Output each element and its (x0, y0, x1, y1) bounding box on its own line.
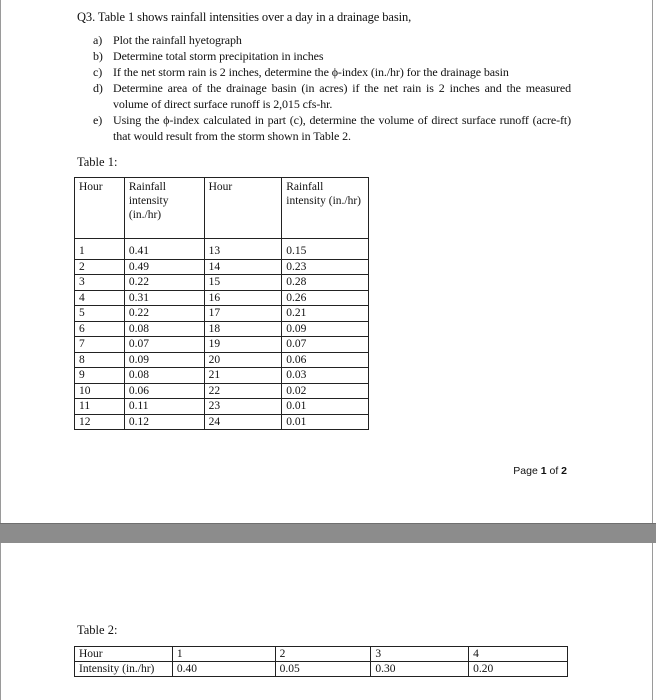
table-cell: 0.12 (124, 414, 204, 430)
question-heading: Q3. Table 1 shows rainfall intensities over a day in a drainage basin, (77, 10, 412, 24)
part-text: Determine total storm precipitation in inches (113, 49, 324, 63)
table-cell: 0.40 (172, 662, 275, 677)
table-cell: 0.08 (124, 368, 204, 384)
page-number-middle: of (546, 465, 562, 477)
table-cell: 0.22 (124, 306, 204, 322)
table-row (75, 414, 369, 430)
table-row (75, 647, 568, 662)
table-cell: 0.06 (282, 352, 369, 368)
column-header: Rainfall intensity (in./hr) (124, 178, 204, 239)
table-cell: 0.09 (124, 352, 204, 368)
question-part (93, 64, 571, 80)
table-cell: 19 (204, 337, 282, 353)
table-cell: 0.21 (282, 306, 369, 322)
table-cell: 7 (75, 337, 125, 353)
table-cell: 24 (204, 414, 282, 430)
table-cell: 0.01 (282, 399, 369, 415)
table-cell: 18 (204, 321, 282, 337)
table-cell: 6 (75, 321, 125, 337)
table-cell: 8 (75, 352, 125, 368)
table-cell: 0.05 (275, 662, 371, 677)
question-part (93, 80, 571, 112)
part-text: Plot the rainfall hyetograph (113, 33, 242, 47)
table-cell: 4 (469, 647, 568, 662)
table-cell: 1 (75, 239, 125, 260)
page-edge-left (0, 0, 1, 700)
table-cell: 4 (75, 290, 125, 306)
storm-table (74, 646, 568, 677)
table-cell: 0.01 (282, 414, 369, 430)
page-separator (0, 523, 656, 543)
question-part (93, 112, 571, 144)
table-cell: 2 (75, 259, 125, 275)
table-cell: 0.41 (124, 239, 204, 260)
table-row (75, 662, 568, 677)
table-cell: Hour (75, 647, 173, 662)
table-cell: 0.07 (282, 337, 369, 353)
table-cell: 17 (204, 306, 282, 322)
table-cell: 23 (204, 399, 282, 415)
question-parts-list (77, 32, 571, 144)
table-row (75, 239, 369, 260)
table-cell: 0.09 (282, 321, 369, 337)
table-cell: 13 (204, 239, 282, 260)
table-cell: 0.15 (282, 239, 369, 260)
table-row (75, 259, 369, 275)
table-cell: 11 (75, 399, 125, 415)
page-current: 1 (540, 465, 547, 477)
table-row (75, 337, 369, 353)
page-edge-right (652, 0, 653, 700)
table-cell: 3 (371, 647, 469, 662)
table-cell: 0.30 (371, 662, 469, 677)
question-block (77, 9, 577, 144)
rainfall-table (74, 177, 369, 430)
table-cell: 21 (204, 368, 282, 384)
table-cell: 0.20 (469, 662, 568, 677)
table-cell: 0.11 (124, 399, 204, 415)
part-marker: a) (93, 33, 103, 47)
table2-label: Table 2: (77, 623, 118, 637)
page-separator-line (0, 523, 656, 524)
part-text: Determine area of the drainage basin (in acres) if the net rain is 2 inches and the measured volume of direct surface runoff is 2,015 cfs-hr. (113, 81, 571, 111)
part-text: If the net storm rain is 2 inches, determine the ϕ-index (in./hr) for the drainage basin (113, 65, 509, 79)
table-cell: 0.07 (124, 337, 204, 353)
page-total: 2 (561, 465, 567, 477)
part-marker: d) (93, 81, 103, 95)
page-number (513, 465, 567, 477)
table-cell: 5 (75, 306, 125, 322)
table-cell: 20 (204, 352, 282, 368)
table-row (75, 352, 369, 368)
part-marker: e) (93, 113, 103, 127)
column-header: Hour (204, 178, 282, 239)
table-cell: 14 (204, 259, 282, 275)
page-number-prefix: Page (513, 465, 541, 477)
table-cell: 1 (172, 647, 275, 662)
question-part (93, 32, 571, 48)
table-row (75, 321, 369, 337)
table-cell: 9 (75, 368, 125, 384)
table-cell: 16 (204, 290, 282, 306)
table-cell: 0.02 (282, 383, 369, 399)
part-marker: c) (93, 65, 103, 79)
table-header-row (75, 178, 369, 239)
table-cell: 0.22 (124, 275, 204, 291)
table-cell: 22 (204, 383, 282, 399)
table-row (75, 368, 369, 384)
part-text: Using the ϕ-index calculated in part (c), determine the volume of direct surface runoff (acre-ft) that would result from the storm shown in Table 2. (113, 113, 571, 143)
table-cell: 2 (275, 647, 371, 662)
table-row (75, 290, 369, 306)
table-row (75, 275, 369, 291)
table-cell: 0.28 (282, 275, 369, 291)
table-cell: 12 (75, 414, 125, 430)
column-header: Rainfall intensity (in./hr) (282, 178, 369, 239)
table-row (75, 383, 369, 399)
part-marker: b) (93, 49, 103, 63)
table-cell: 0.23 (282, 259, 369, 275)
table-cell: 0.31 (124, 290, 204, 306)
table-cell: 0.26 (282, 290, 369, 306)
table-cell: 0.49 (124, 259, 204, 275)
table-row (75, 399, 369, 415)
column-header: Hour (75, 178, 125, 239)
table1-label: Table 1: (77, 155, 118, 169)
table-cell: 10 (75, 383, 125, 399)
table-cell: 3 (75, 275, 125, 291)
table-cell: Intensity (in./hr) (75, 662, 173, 677)
table-cell: 0.03 (282, 368, 369, 384)
table-cell: 0.08 (124, 321, 204, 337)
question-part (93, 48, 571, 64)
table-cell: 15 (204, 275, 282, 291)
table-row (75, 306, 369, 322)
table-cell: 0.06 (124, 383, 204, 399)
